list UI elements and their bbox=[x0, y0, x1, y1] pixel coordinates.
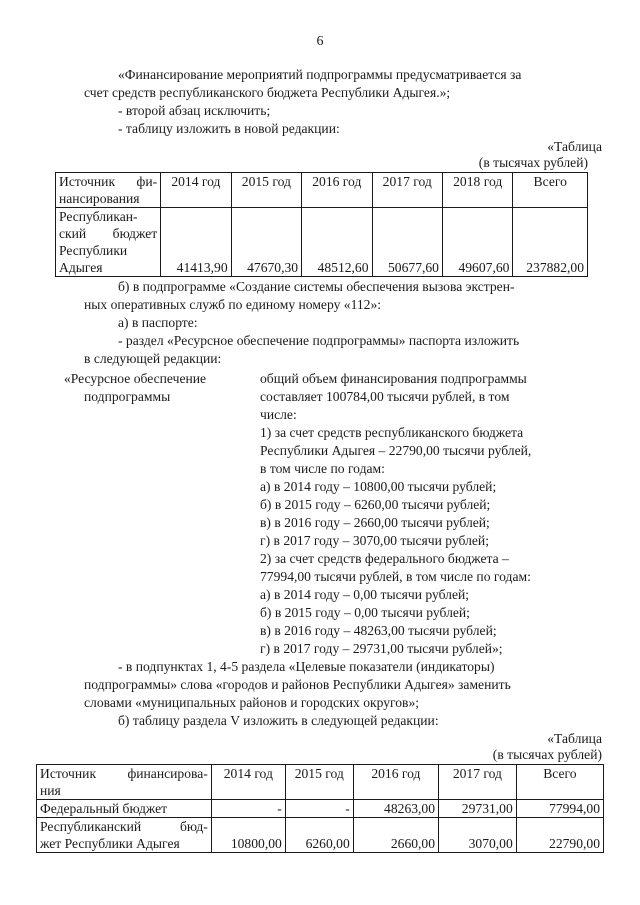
table2-unit: (в тысячах рублей) bbox=[492, 747, 602, 762]
resource-right-line: г) в 2017 году – 3070,00 тысячи рублей; bbox=[260, 533, 489, 548]
resource-right-line: г) в 2017 году – 29731,00 тысячи рублей»; bbox=[260, 641, 503, 656]
intro-line-1: «Финансирование мероприятий подпрограммы предусматривается за bbox=[118, 67, 522, 82]
table-header-cell: 2016 год bbox=[353, 765, 438, 800]
resource-left-1: «Ресурсное обеспечение bbox=[64, 371, 207, 386]
table-header-row bbox=[37, 765, 604, 800]
table-cell: 10800,00 bbox=[211, 818, 285, 853]
resource-right-line: 2) за счет средств федерального бюджета – bbox=[260, 551, 509, 566]
table-cell: 49607,60 bbox=[442, 208, 512, 277]
section-c-line-2: подпрограммы» слова «городов и районов Республики Адыгея» заменить bbox=[84, 677, 511, 692]
table1-unit: (в тысячах рублей) bbox=[478, 155, 588, 170]
section-c-line-1: - в подпунктах 1, 4-5 раздела «Целевые показатели (индикаторы) bbox=[118, 659, 495, 674]
table-cell: 47670,30 bbox=[231, 208, 301, 277]
resource-right-line: 1) за счет средств республиканского бюджета bbox=[260, 425, 524, 440]
resource-left-2: подпрограммы bbox=[84, 389, 171, 404]
table-row bbox=[37, 818, 604, 853]
resource-right-line: Республики Адыгея – 22790,00 тысячи рублей, bbox=[260, 443, 532, 458]
section-b-line-4: - раздел «Ресурсное обеспечение подпрограммы» паспорта изложить bbox=[118, 333, 520, 348]
table-header-cell: Всего bbox=[516, 765, 603, 800]
section-b-line-5: в следующей редакции: bbox=[84, 351, 222, 366]
table-header-cell: 2015 год bbox=[231, 173, 301, 208]
table-cell: 48263,00 bbox=[353, 800, 438, 818]
table-cell: - bbox=[211, 800, 285, 818]
table-header-source: Источник фи- нансирования bbox=[56, 173, 161, 208]
section-c-line-4: б) таблицу раздела V изложить в следующей редакции: bbox=[118, 713, 439, 728]
financing-table-2 bbox=[36, 764, 604, 853]
table-row-label: Республикан- ский бюджет Республики Адыгея bbox=[56, 208, 161, 277]
table-row-label: Республиканский бюд- жет Республики Адыгея bbox=[37, 818, 212, 853]
table1-caption: «Таблица bbox=[547, 139, 602, 154]
section-b-line-3: а) в паспорте: bbox=[118, 315, 198, 330]
table-header-cell: 2014 год bbox=[161, 173, 231, 208]
resource-right-line: в) в 2016 году – 48263,00 тысячи рублей; bbox=[260, 623, 497, 638]
table-cell: 48512,60 bbox=[302, 208, 372, 277]
resource-right-line: числе: bbox=[260, 407, 297, 422]
intro-line-3: - второй абзац исключить; bbox=[118, 103, 271, 118]
table2-caption: «Таблица bbox=[547, 731, 602, 746]
table-header-cell: 2017 год bbox=[439, 765, 517, 800]
table-cell: 22790,00 bbox=[516, 818, 603, 853]
section-c-line-3: словами «муниципальных районов и городских округов»; bbox=[84, 695, 420, 710]
table-cell: - bbox=[285, 800, 353, 818]
resource-right-line: общий объем финансирования подпрограммы bbox=[260, 371, 527, 386]
resource-right-line: а) в 2014 году – 10800,00 тысячи рублей; bbox=[260, 479, 497, 494]
table-row bbox=[56, 208, 588, 277]
table-header-cell: 2016 год bbox=[302, 173, 372, 208]
table-cell: 3070,00 bbox=[439, 818, 517, 853]
resource-right-line: в) в 2016 году – 2660,00 тысячи рублей; bbox=[260, 515, 490, 530]
resource-right-line: а) в 2014 году – 0,00 тысячи рублей; bbox=[260, 587, 470, 602]
resource-right-line: составляет 100784,00 тысячи рублей, в том bbox=[260, 389, 510, 404]
table-cell: 6260,00 bbox=[285, 818, 353, 853]
section-b-line-2: ных оперативных служб по единому номеру «112»: bbox=[84, 297, 382, 312]
table-header-row bbox=[56, 173, 588, 208]
resource-right-line: б) в 2015 году – 6260,00 тысячи рублей; bbox=[260, 497, 491, 512]
page-number: 6 bbox=[316, 34, 324, 49]
financing-table-1 bbox=[55, 172, 588, 277]
table-header-cell: 2015 год bbox=[285, 765, 353, 800]
table-header-cell: 2014 год bbox=[211, 765, 285, 800]
table-row bbox=[37, 800, 604, 818]
table-cell: 2660,00 bbox=[353, 818, 438, 853]
table-header-cell: 2017 год bbox=[372, 173, 442, 208]
intro-line-4: - таблицу изложить в новой редакции: bbox=[118, 121, 340, 136]
resource-right-line: в том числе по годам: bbox=[260, 461, 385, 476]
table-cell: 50677,60 bbox=[372, 208, 442, 277]
resource-right-line: 77994,00 тысячи рублей, в том числе по годам: bbox=[260, 569, 531, 584]
table-header-cell: Всего bbox=[513, 173, 588, 208]
table-row-label: Федеральный бюджет bbox=[37, 800, 212, 818]
section-b-line-1: б) в подпрограмме «Создание системы обеспечения вызова экстрен- bbox=[118, 279, 515, 294]
table-cell: 29731,00 bbox=[439, 800, 517, 818]
table-header-source: Источник финансирова- ния bbox=[37, 765, 212, 800]
table-cell: 237882,00 bbox=[513, 208, 588, 277]
resource-right-line: б) в 2015 году – 0,00 тысячи рублей; bbox=[260, 605, 470, 620]
table-cell: 77994,00 bbox=[516, 800, 603, 818]
table-header-cell: 2018 год bbox=[442, 173, 512, 208]
intro-line-2: счет средств республиканского бюджета Республики Адыгея.»; bbox=[84, 85, 451, 100]
table-cell: 41413,90 bbox=[161, 208, 231, 277]
